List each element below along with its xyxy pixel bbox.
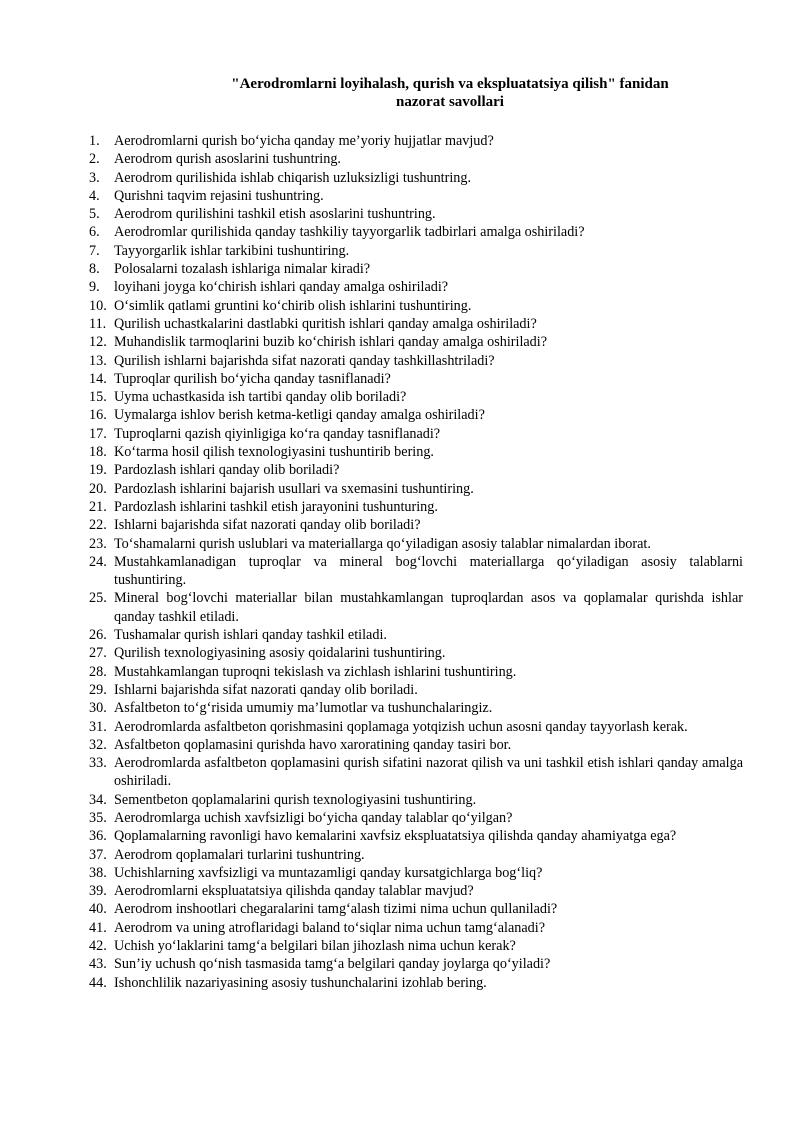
question-item [0, 297, 800, 315]
question-number: 38. [89, 864, 107, 881]
question-number: 1. [89, 133, 100, 149]
question-text: To‘shamalarni qurish uslublari va materiallarga qo‘yiladigan asosiy talablar nimalardan iborat. [114, 535, 651, 552]
question-item [0, 937, 800, 955]
question-text: Mustahkamlanadigan tuproqlar va mineral bog‘lovchi materiallarga qo‘yiladigan asosiy talablarni tushuntiring. [114, 553, 743, 589]
question-item [0, 242, 800, 260]
question-text: Qurilish texnologiyasining asosiy qoidalarini tushuntiring. [114, 645, 446, 662]
question-number: 9. [89, 279, 100, 296]
question-item [0, 260, 800, 278]
question-item [0, 644, 800, 662]
question-item [0, 278, 800, 296]
question-item [0, 955, 800, 973]
question-text: Uchishlarning xavfsizligi va muntazamligi qanday kursatgichlarga bog‘liq? [114, 864, 543, 881]
question-number: 12. [89, 334, 107, 351]
question-text: Ko‘tarma hosil qilish texnologiyasini tushuntirib bering. [114, 444, 434, 461]
question-text: Sun’iy uchush qo‘nish tasmasida tamg‘a belgilari qanday joylarga qo‘yiladi? [114, 956, 551, 973]
question-text: Pardozlash ishlarini bajarish usullari va sxemasini tushuntiring. [114, 480, 474, 497]
question-item [0, 333, 800, 351]
question-number: 42. [89, 938, 107, 955]
question-text: Qurilish ishlarni bajarishda sifat nazorati qanday tashkillashtriladi? [114, 352, 495, 369]
question-text: Uchish yo‘laklarini tamg‘a belgilari bilan jihozlash nima uchun kerak? [114, 938, 516, 955]
question-number: 34. [89, 791, 107, 808]
question-number: 35. [89, 809, 107, 826]
question-item [0, 535, 800, 553]
question-text: Mineral bog‘lovchi materiallar bilan mustahkamlangan tuproqlardan asos va qoplamalar qurishda ishlar qanday tashkil etiladi. [114, 590, 743, 625]
question-item [0, 388, 800, 406]
question-item [0, 663, 800, 681]
question-text: Aerodrom qurish asoslarini tushuntring. [114, 151, 341, 168]
question-item [0, 626, 800, 644]
question-number: 22. [89, 517, 107, 534]
question-text: Qurilish uchastkalarini dastlabki quritish ishlari qanday amalga oshiriladi? [114, 315, 537, 332]
question-number: 44. [89, 974, 107, 991]
question-number: 30. [89, 700, 107, 717]
question-item [0, 132, 800, 150]
question-text: Uyma uchastkasida ish tartibi qanday olib boriladi? [114, 389, 407, 406]
question-text: Mustahkamlangan tuproqni tekislash va zichlash ishlarini tushuntiring. [114, 663, 517, 680]
question-text: Sementbeton qoplamalarini qurish texnologiyasini tushuntiring. [114, 791, 477, 808]
question-text: Ishonchlilik nazariyasining asosiy tushunchalarini izohlab bering. [114, 974, 487, 991]
question-item [0, 919, 800, 937]
question-item [0, 864, 800, 882]
question-text: Tayyorgarlik ishlar tarkibini tushuntiring. [114, 242, 350, 259]
question-text: Tuproqlarni qazish qiyinligiga ko‘ra qanday tasniflanadi? [114, 425, 441, 442]
question-text: Asfaltbeton to‘g‘risida umumiy ma’lumotlar va tushunchalaringiz. [114, 700, 493, 717]
question-item [0, 315, 800, 333]
question-text: Pardozlash ishlarini tashkil etish jarayonini tushunturing. [114, 498, 438, 515]
question-item [0, 882, 800, 900]
question-text: Aerodrom va uning atroflaridagi baland to‘siqlar nima uchun tamg‘alanadi? [114, 919, 545, 936]
question-number: 15. [89, 389, 107, 406]
question-text: Polosalarni tozalash ishlariga nimalar kiradi? [114, 261, 371, 278]
question-text: Tuproqlar qurilish bo‘yicha qanday tasniflanadi? [114, 370, 391, 387]
question-item [0, 352, 800, 370]
question-number: 20. [89, 480, 107, 497]
question-item [0, 498, 800, 516]
question-text: Aerodromlarga uchish xavfsizligi bo‘yicha qanday talablar qo‘yilgan? [114, 809, 513, 826]
question-text: Aerodrom inshootlari chegaralarini tamg‘alash tizimi nima uchun qullaniladi? [114, 901, 558, 918]
question-text: Qoplamalarning ravonligi havo kemalarini xavfsiz ekspluatatsiya qilishda qanday ahamiyatga ega? [114, 828, 677, 845]
question-number: 7. [89, 242, 100, 259]
question-item [0, 974, 800, 992]
question-text: O‘simlik qatlami gruntini ko‘chirib olish ishlarini tushuntiring. [114, 297, 472, 314]
question-item [0, 736, 800, 754]
question-number: 19. [89, 462, 107, 479]
question-item [0, 900, 800, 918]
question-number: 41. [89, 919, 107, 936]
question-text: Aerodromlarda asfaltbeton qorishmasini qoplamaga yotqizish uchun asosni qanday tayyorlash kerak. [114, 718, 688, 735]
question-item [0, 461, 800, 479]
question-item [0, 589, 800, 626]
question-item [0, 406, 800, 424]
question-text: Aerodromlarni ekspluatatsiya qilishda qanday talablar mavjud? [114, 883, 474, 900]
question-text: Aerodrom qurilishida ishlab chiqarish uzluksizligi tushuntring. [114, 169, 472, 186]
question-item [0, 827, 800, 845]
question-number: 37. [89, 846, 107, 863]
question-number: 21. [89, 498, 107, 515]
question-number: 13. [89, 352, 107, 369]
question-number: 40. [89, 901, 107, 918]
question-number: 26. [89, 627, 107, 644]
question-item [0, 150, 800, 168]
question-item [0, 754, 800, 791]
question-item [0, 809, 800, 827]
question-number: 10. [89, 297, 107, 314]
question-text: Aerodrom qoplamalari turlarini tushuntring. [114, 846, 365, 863]
question-number: 33. [89, 755, 107, 772]
question-number: 14. [89, 370, 107, 387]
title-line-2: nazorat savollari [396, 94, 504, 110]
question-number: 28. [89, 663, 107, 680]
question-number: 2. [89, 151, 100, 168]
question-item [0, 443, 800, 461]
question-text: Muhandislik tarmoqlarini buzib ko‘chirish ishlari qanday amalga oshiriladi? [114, 334, 548, 351]
question-number: 24. [89, 553, 107, 570]
question-text: Ishlarni bajarishda sifat nazorati qanday olib boriladi? [114, 517, 421, 534]
question-number: 18. [89, 444, 107, 461]
question-item [0, 791, 800, 809]
question-number: 36. [89, 828, 107, 845]
question-number: 3. [89, 169, 100, 186]
question-item [0, 169, 800, 187]
question-item [0, 681, 800, 699]
question-item [0, 516, 800, 534]
question-number: 23. [89, 535, 107, 552]
question-item [0, 699, 800, 717]
question-number: 5. [89, 206, 100, 223]
question-number: 29. [89, 681, 107, 698]
question-text: Asfaltbeton qoplamasini qurishda havo xaroratining qanday tasiri bor. [114, 736, 512, 753]
question-item [0, 187, 800, 205]
question-number: 39. [89, 883, 107, 900]
question-number: 17. [89, 425, 107, 442]
questions-list [0, 132, 800, 992]
question-number: 8. [89, 261, 100, 278]
question-number: 6. [89, 224, 100, 241]
question-number: 31. [89, 718, 107, 735]
document-title [150, 75, 750, 111]
question-number: 25. [89, 590, 107, 607]
question-item [0, 425, 800, 443]
question-text: Aerodromlar qurilishida qanday tashkiliy tayyorgarlik tadbirlari amalga oshiriladi? [114, 224, 585, 241]
question-item [0, 480, 800, 498]
question-text: Aerodrom qurilishini tashkil etish asoslarini tushuntring. [114, 206, 436, 223]
question-number: 11. [89, 315, 107, 332]
question-number: 27. [89, 645, 107, 662]
question-text: Ishlarni bajarishda sifat nazorati qanday olib boriladi. [114, 681, 418, 698]
question-text: Tushamalar qurish ishlari qanday tashkil etiladi. [114, 627, 387, 644]
question-item [0, 370, 800, 388]
question-text: Aerodromlarda asfaltbeton qoplamasini qurish sifatini nazorat qilish va uni tashkil etish ishlari qanday amalga oshiriladi. [114, 755, 743, 790]
question-text: Aerodromlarni qurish bo‘yicha qanday me’yoriy hujjatlar mavjud? [114, 133, 494, 149]
question-number: 32. [89, 736, 107, 753]
question-text: Pardozlash ishlari qanday olib boriladi? [114, 462, 340, 479]
question-text: Uymalarga ishlov berish ketma-ketligi qanday amalga oshiriladi? [114, 407, 485, 424]
question-item [0, 718, 800, 736]
question-text: Qurishni taqvim rejasini tushuntring. [114, 187, 324, 204]
question-item [0, 846, 800, 864]
question-item [0, 553, 800, 590]
question-item [0, 205, 800, 223]
question-number: 4. [89, 187, 100, 204]
question-item [0, 223, 800, 241]
question-number: 43. [89, 956, 107, 973]
question-text: loyihani joyga ko‘chirish ishlari qanday amalga oshiriladi? [114, 279, 449, 296]
question-number: 16. [89, 407, 107, 424]
title-line-1: "Aerodromlarni loyihalash, qurish va ekspluatatsiya qilish" fanidan [231, 76, 669, 92]
